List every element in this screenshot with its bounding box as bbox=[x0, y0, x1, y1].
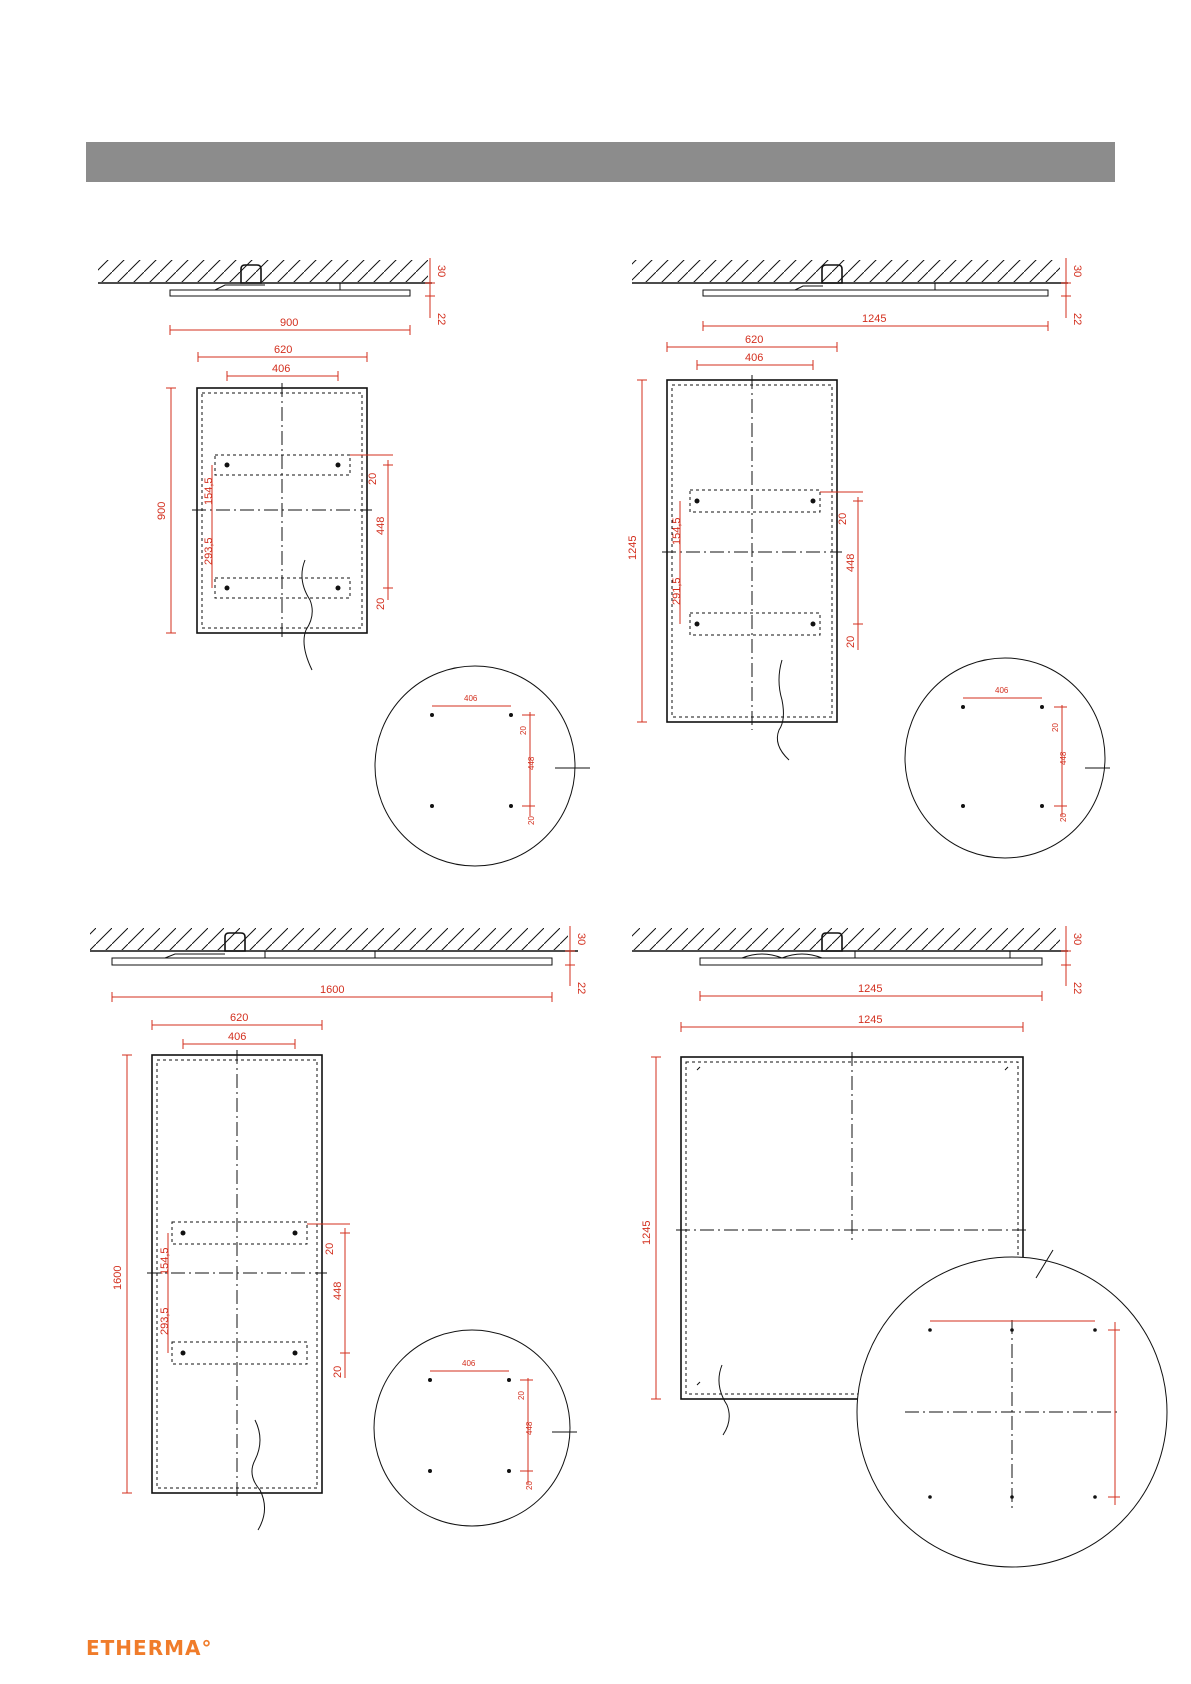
detail-edge-bottom-p1: 20 bbox=[527, 816, 536, 825]
dim-top-p2: 154,5 bbox=[671, 517, 683, 545]
plan-view-1600 bbox=[122, 1020, 350, 1530]
panel-900 bbox=[98, 258, 590, 866]
detail-width-p1: 406 bbox=[464, 694, 478, 703]
detail-width-p2: 406 bbox=[995, 686, 1009, 695]
dim-bottom-p2: 291,5 bbox=[671, 577, 683, 605]
dim-width-620-p3: 620 bbox=[230, 1012, 249, 1024]
dim-width-p4: 1245 bbox=[858, 1014, 883, 1026]
detail-circle-900 bbox=[375, 666, 590, 866]
dim-thickness-1600: 22 bbox=[575, 982, 587, 995]
side-view-1245-square bbox=[632, 926, 1071, 1001]
dim-height-p3: 1600 bbox=[112, 1265, 124, 1290]
dim-edge-bottom-p2: 20 bbox=[845, 635, 857, 648]
dim-overall-900: 900 bbox=[280, 317, 299, 329]
dim-thickness-900: 22 bbox=[435, 313, 447, 326]
dim-gap-1600: 30 bbox=[575, 933, 587, 946]
dim-pitch-p2: 448 bbox=[845, 553, 857, 572]
detail-width-p3: 406 bbox=[462, 1359, 476, 1368]
detail-pitch-p3: 448 bbox=[525, 1421, 534, 1435]
detail-edge-bottom-p3: 20 bbox=[525, 1481, 534, 1490]
detail-edge-top-p3: 20 bbox=[517, 1391, 526, 1400]
dim-width-406-p3: 406 bbox=[228, 1031, 247, 1043]
dim-thickness-1245a: 22 bbox=[1071, 313, 1083, 326]
panel-1600 bbox=[90, 926, 587, 1530]
panel-1245-square bbox=[632, 926, 1167, 1567]
detail-pitch-p2: 448 bbox=[1059, 751, 1068, 765]
detail-pitch-p1: 448 bbox=[527, 756, 536, 770]
detail-edge-top-p1: 20 bbox=[519, 726, 528, 735]
dim-bottom-p1: 293,5 bbox=[203, 537, 215, 565]
dim-bottom-p3: 293,5 bbox=[159, 1307, 171, 1335]
plan-view-900 bbox=[166, 352, 393, 670]
dim-gap-1245sq: 30 bbox=[1071, 933, 1083, 946]
dim-overall-1245sq: 1245 bbox=[858, 983, 883, 995]
dim-edge-bottom-p1: 20 bbox=[375, 597, 387, 610]
dim-thickness-1245sq: 22 bbox=[1071, 982, 1083, 995]
dim-edge-bottom-p3: 20 bbox=[332, 1365, 344, 1378]
dim-top-p3: 154,5 bbox=[159, 1247, 171, 1275]
dim-width-406-p1: 406 bbox=[272, 363, 291, 375]
dim-width-620-p1: 620 bbox=[274, 344, 293, 356]
dim-top-p1: 154,5 bbox=[203, 477, 215, 505]
dim-gap-900: 30 bbox=[435, 265, 447, 278]
dim-gap-1245a: 30 bbox=[1071, 265, 1083, 278]
side-view-1245 bbox=[632, 258, 1071, 331]
dim-height-p2: 1245 bbox=[627, 535, 639, 560]
dim-height-p4: 1245 bbox=[641, 1220, 653, 1245]
detail-circle-1600 bbox=[374, 1330, 577, 1526]
dim-pitch-p3: 448 bbox=[332, 1281, 344, 1300]
detail-edge-top-p2: 20 bbox=[1051, 723, 1060, 732]
brand-logo: ETHERMA° bbox=[86, 1636, 213, 1660]
dim-edge-top-p1: 20 bbox=[367, 472, 379, 485]
dim-width-620-p2: 620 bbox=[745, 334, 764, 346]
plan-view-1245 bbox=[637, 342, 863, 760]
detail-edge-bottom-p2: 20 bbox=[1059, 813, 1068, 822]
detail-circle-1245-square bbox=[857, 1250, 1167, 1567]
side-view-900 bbox=[98, 258, 435, 335]
dim-edge-top-p3: 20 bbox=[324, 1242, 336, 1255]
dim-edge-top-p2: 20 bbox=[837, 512, 849, 525]
dim-pitch-p1: 448 bbox=[375, 516, 387, 535]
dim-overall-1245a: 1245 bbox=[862, 313, 887, 325]
panel-1245-portrait bbox=[627, 258, 1110, 858]
dim-overall-1600: 1600 bbox=[320, 984, 345, 996]
dim-height-p1: 900 bbox=[156, 501, 168, 520]
dim-width-406-p2: 406 bbox=[745, 352, 764, 364]
